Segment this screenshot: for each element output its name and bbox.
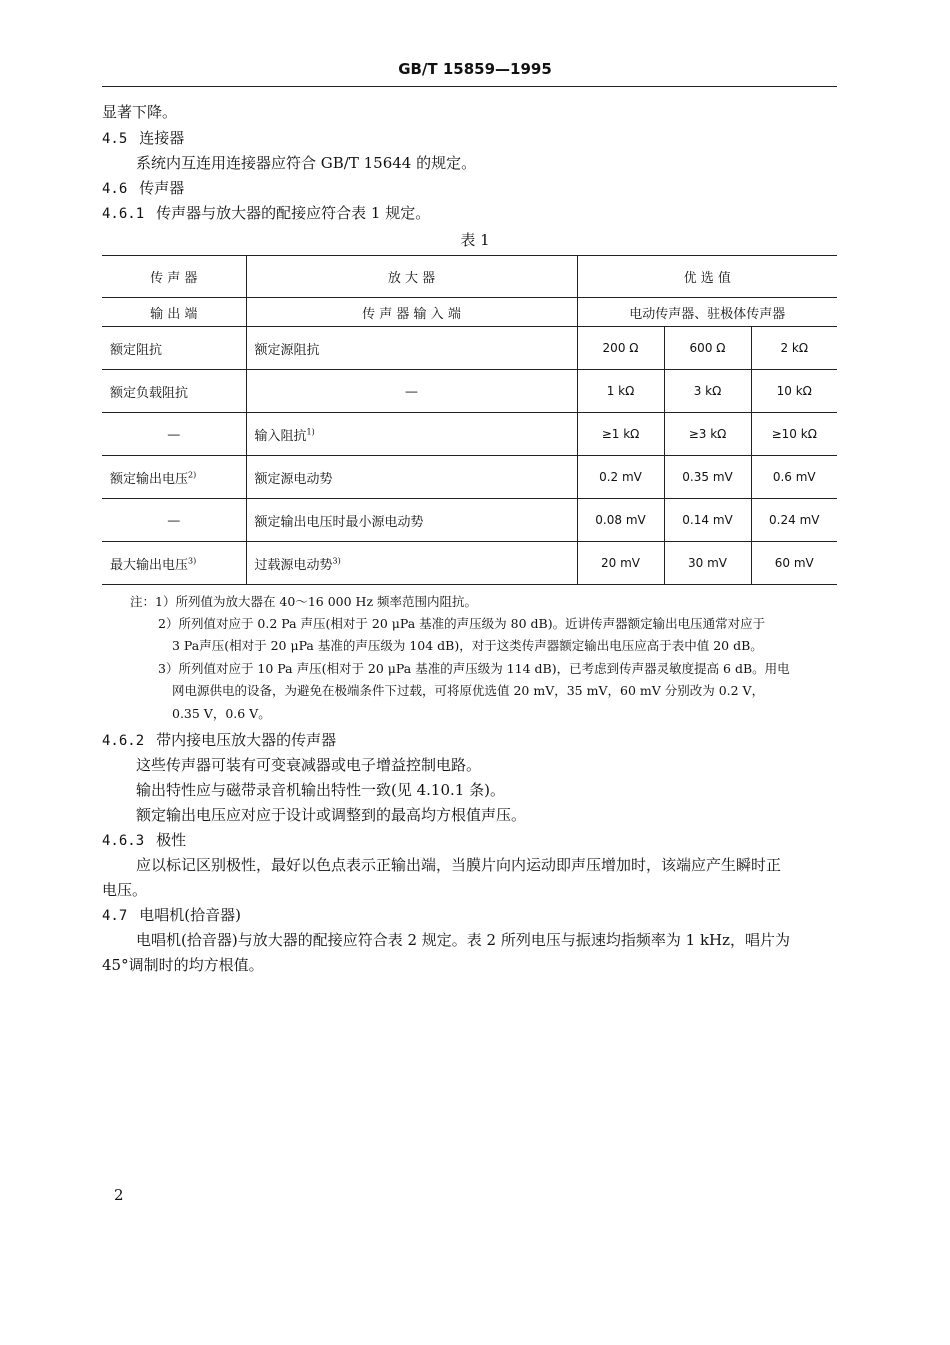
table-header-row: [102, 298, 837, 327]
section-number: 4.6.2: [102, 733, 145, 749]
section-4-6-heading: [102, 178, 184, 199]
value-cell: 0.6 mV: [751, 456, 837, 499]
section-4-6-2-heading: [102, 730, 336, 751]
output-cell: 最大输出电压$^{3)}$: [102, 542, 246, 585]
table-caption: 表 1: [460, 231, 490, 249]
section-number: 4.6: [102, 181, 128, 197]
value-cell: 0.08 mV: [577, 499, 664, 542]
table-note-2: 2）所列值对应于 0.2 Pa 声压(相对于 20 μPa 基准的声压级为 80 dB)。近讲传声器额定输出电压通常对应于: [158, 616, 766, 631]
section-title: 连接器: [139, 129, 185, 147]
paragraph-cont: 45°调制时的均方根值。: [102, 956, 264, 974]
table-note-2-cont: 3 Pa声压(相对于 20 μPa 基准的声压级为 104 dB)，对于这类传声器额定输出电压应高于表中值 20 dB。: [172, 638, 763, 653]
section-number: 4.5: [102, 131, 128, 147]
output-cell: —: [102, 499, 246, 542]
table-row: [102, 456, 837, 499]
section-4-7-heading: [102, 905, 241, 926]
value-cell: 10 kΩ: [751, 370, 837, 413]
input-cell: 额定输出电压时最小源电动势: [246, 499, 577, 542]
value-cell: 200 Ω: [577, 327, 664, 370]
paragraph: 额定输出电压应对应于设计或调整到的最高均方根值声压。: [136, 806, 527, 824]
input-cell: 额定源阻抗: [246, 327, 577, 370]
table-row: [102, 327, 837, 370]
table-note-1: 注：1）所列值为放大器在 40～16 000 Hz 频率范围内阻抗。: [130, 594, 478, 609]
header-cell: 传 声 器: [102, 256, 246, 298]
output-cell: 额定负载阻抗: [102, 370, 246, 413]
input-cell: 输入阻抗$^{1)}$: [246, 413, 577, 456]
paragraph-cont: 电压。: [102, 881, 148, 899]
header-cell: 传 声 器 输 入 端: [246, 298, 577, 327]
section-title: 传声器: [139, 179, 185, 197]
header-rule: [102, 86, 837, 87]
table-row: [102, 499, 837, 542]
spec-table: [102, 255, 837, 585]
paragraph: 这些传声器可装有可变衰减器或电子增益控制电路。: [136, 756, 482, 774]
paragraph: 应以标记区别极性，最好以色点表示正输出端，当膜片向内运动即声压增加时，该端应产生瞬时正: [136, 856, 782, 874]
value-cell: ≥1 kΩ: [577, 413, 664, 456]
table-row: [102, 370, 837, 413]
value-cell: 60 mV: [751, 542, 837, 585]
value-cell: 2 kΩ: [751, 327, 837, 370]
value-cell: 3 kΩ: [664, 370, 751, 413]
paragraph: 系统内互连用连接器应符合 GB/T 15644 的规定。: [136, 154, 477, 172]
table-row: [102, 413, 837, 456]
section-number: 4.7: [102, 908, 128, 924]
output-cell: 额定输出电压$^{2)}$: [102, 456, 246, 499]
header-cell: 电动传声器、驻极体传声器: [577, 298, 837, 327]
value-cell: ≥10 kΩ: [751, 413, 837, 456]
header-cell: 放 大 器: [246, 256, 577, 298]
section-title: 极性: [156, 831, 187, 849]
value-cell: ≥3 kΩ: [664, 413, 751, 456]
continued-text: 显著下降。: [102, 103, 178, 121]
value-cell: 0.24 mV: [751, 499, 837, 542]
input-cell: —: [246, 370, 577, 413]
table-header-row: [102, 256, 837, 298]
output-cell: 额定阻抗: [102, 327, 246, 370]
table-note-3-cont: 网电源供电的设备，为避免在极端条件下过载，可将原优选值 20 mV，35 mV，60 mV 分别改为 0.2 V，: [172, 683, 765, 698]
value-cell: 0.14 mV: [664, 499, 751, 542]
section-4-5-heading: [102, 128, 184, 149]
value-cell: 1 kΩ: [577, 370, 664, 413]
section-4-6-3-heading: [102, 830, 186, 851]
section-number: 4.6.3: [102, 833, 145, 849]
value-cell: 30 mV: [664, 542, 751, 585]
section-title: 电唱机(拾音器): [139, 906, 242, 924]
paragraph: 输出特性应与磁带录音机输出特性一致(见 4.10.1 条)。: [136, 781, 505, 799]
value-cell: 20 mV: [577, 542, 664, 585]
header-cell: 优 选 值: [577, 256, 837, 298]
paragraph: 电唱机(拾音器)与放大器的配接应符合表 2 规定。表 2 所列电压与振速均指频率为 1 kHz，唱片为: [136, 931, 791, 949]
section-text: 传声器与放大器的配接应符合表 1 规定。: [156, 204, 431, 222]
table-note-3: 3）所列值对应于 10 Pa 声压(相对于 20 μPa 基准的声压级为 114 dB)，已考虑到传声器灵敏度提高 6 dB。用电: [158, 661, 790, 676]
table-row: [102, 542, 837, 585]
section-number: 4.6.1: [102, 206, 145, 222]
input-cell: 过载源电动势$^{3)}$: [246, 542, 577, 585]
value-cell: 0.35 mV: [664, 456, 751, 499]
section-title: 带内接电压放大器的传声器: [156, 731, 337, 749]
output-cell: —: [102, 413, 246, 456]
value-cell: 0.2 mV: [577, 456, 664, 499]
page-number: 2: [114, 1186, 124, 1204]
value-cell: 600 Ω: [664, 327, 751, 370]
table-note-3-cont: 0.35 V，0.6 V。: [172, 706, 271, 721]
header-cell: 输 出 端: [102, 298, 246, 327]
section-4-6-1-heading: [102, 203, 430, 224]
input-cell: 额定源电动势: [246, 456, 577, 499]
standard-code-header: GB/T 15859—1995: [398, 60, 552, 78]
